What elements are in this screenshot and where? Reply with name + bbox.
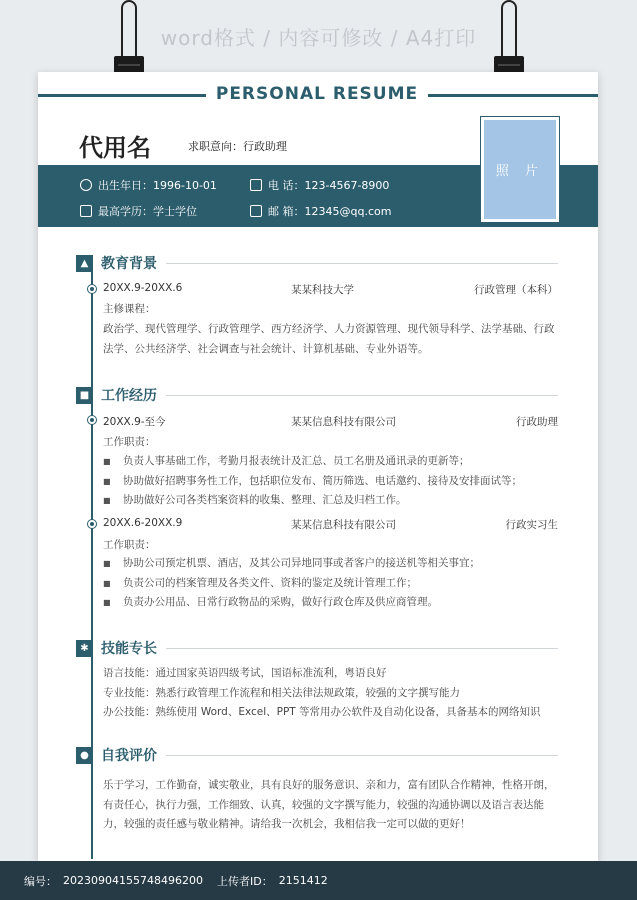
section-self-title: 自我评价: [101, 748, 157, 764]
section-education-header: [76, 253, 157, 273]
section-skills-header: [76, 638, 157, 658]
section-work-title: 工作经历: [101, 388, 157, 404]
job-company: 某某信息科技有限公司: [291, 519, 396, 531]
self-evaluation-text: 乐于学习，工作勤奋，诚实敬业，具有良好的服务意识、亲和力，富有团队合作精神，性格开朗，有责任心，执行力强，工作细致、认真，较强的文字撰写能力，较强的沟通协调以及语言表达能力，较强的责任感与敬业精神。请给我一次机会，我相信我一定可以做的更好！: [103, 779, 555, 830]
job-position: 行政实习生: [505, 519, 558, 531]
page-banner: word格式 / 内容可修改 / A4打印: [160, 26, 477, 50]
skills-list: [103, 664, 561, 723]
duty-item: ■ 负责办公用品、日常行政物品的采购，做好行政仓库及供应商管理。: [103, 593, 558, 613]
resume-paper: [38, 72, 598, 861]
duty-label: 工作职责：: [103, 436, 156, 448]
phone-info: [250, 177, 389, 193]
email-info: [250, 203, 391, 219]
education-text: 最高学历：学士学位: [98, 205, 197, 218]
timeline-line: [91, 262, 93, 859]
uploader-label: 上传者ID：: [216, 874, 273, 888]
duty-item: ■ 协助公司预定机票、酒店，及其公司异地同事或者客户的接送机等相关事宜；: [103, 554, 558, 574]
job-period: 20XX.9-至今: [103, 416, 166, 428]
birth-info: [80, 177, 217, 193]
briefcase-icon: ■: [76, 387, 93, 404]
duty-list: [103, 452, 558, 511]
section-skills-title: 技能专长: [101, 641, 157, 657]
job-period: 20XX.6-20XX.9: [103, 517, 183, 529]
skill-item: 办公技能：熟练使用 Word、Excel、PPT 等常用办公软件及自动化设备，具备基本的网络知识: [103, 706, 541, 718]
section-work-header: [76, 385, 157, 405]
mail-icon: [250, 205, 262, 217]
watermark-footer: [0, 861, 637, 900]
code-label: 编号：: [24, 874, 57, 888]
gear-icon: ✱: [76, 640, 93, 657]
duty-item: ■ 负责公司的档案管理及各类文件、资料的鉴定及统计管理工作；: [103, 574, 558, 594]
section-education-title: 教育背景: [101, 256, 157, 272]
phone-icon: [250, 179, 262, 191]
birth-text: 出生年日：1996-10-01: [98, 179, 217, 192]
uploader-value: 2151412: [278, 874, 328, 887]
duty-list: [103, 554, 558, 613]
code-value: 20230904155748496200: [63, 874, 203, 887]
person-icon: ●: [76, 747, 93, 764]
duty-item: ■ 协助做好公司各类档案资料的收集、整理、汇总及归档工作。: [103, 491, 558, 511]
duty-item: ■ 协助做好招聘事务性工作，包括职位发布、简历筛选、电话邀约、接待及安排面试等；: [103, 472, 558, 492]
education-info: [80, 203, 197, 219]
job-company: 某某信息科技有限公司: [291, 416, 396, 428]
email-text: 邮 箱：12345@qq.com: [268, 205, 392, 218]
photo-placeholder: 照 片: [481, 117, 559, 222]
resume-title-row: [38, 84, 598, 104]
courses-text: 政治学、现代管理学、行政管理学、西方经济学、人力资源管理、现代领导科学、法学基础、行政法学、公共经济学、社会调查与社会统计、计算机基础、专业外语等。: [103, 323, 555, 355]
job-position: 行政助理: [516, 416, 558, 428]
graduation-cap-icon: ▲: [76, 255, 93, 272]
resume-title: PERSONAL RESUME: [215, 84, 419, 104]
skill-item: 语言技能：通过国家英语四级考试，国语标准流利，粤语良好: [103, 667, 387, 679]
section-self-header: [76, 745, 157, 765]
duty-label: 工作职责：: [103, 539, 156, 551]
timeline-dot: [88, 285, 96, 293]
education-major: 行政管理（本科）: [474, 284, 558, 296]
skill-item: 专业技能：熟悉行政管理工作流程和相关法律法规政策，较强的文字撰写能力: [103, 686, 460, 699]
timeline-dot: [88, 416, 96, 424]
candidate-name: 代用名: [79, 134, 151, 162]
education-period: 20XX.9-20XX.6: [103, 282, 183, 294]
job-intent: 求职意向：行政助理: [188, 140, 287, 153]
clock-icon: [80, 179, 92, 191]
courses-label: 主修课程：: [103, 303, 156, 315]
duty-item: ■ 负责人事基础工作，考勤月报表统计及汇总、员工名册及通讯录的更新等；: [103, 452, 558, 472]
timeline-dot: [88, 520, 96, 528]
phone-text: 电 话：123-4567-8900: [268, 179, 390, 192]
education-school: 某某科技大学: [291, 284, 354, 296]
diploma-icon: [80, 205, 92, 217]
